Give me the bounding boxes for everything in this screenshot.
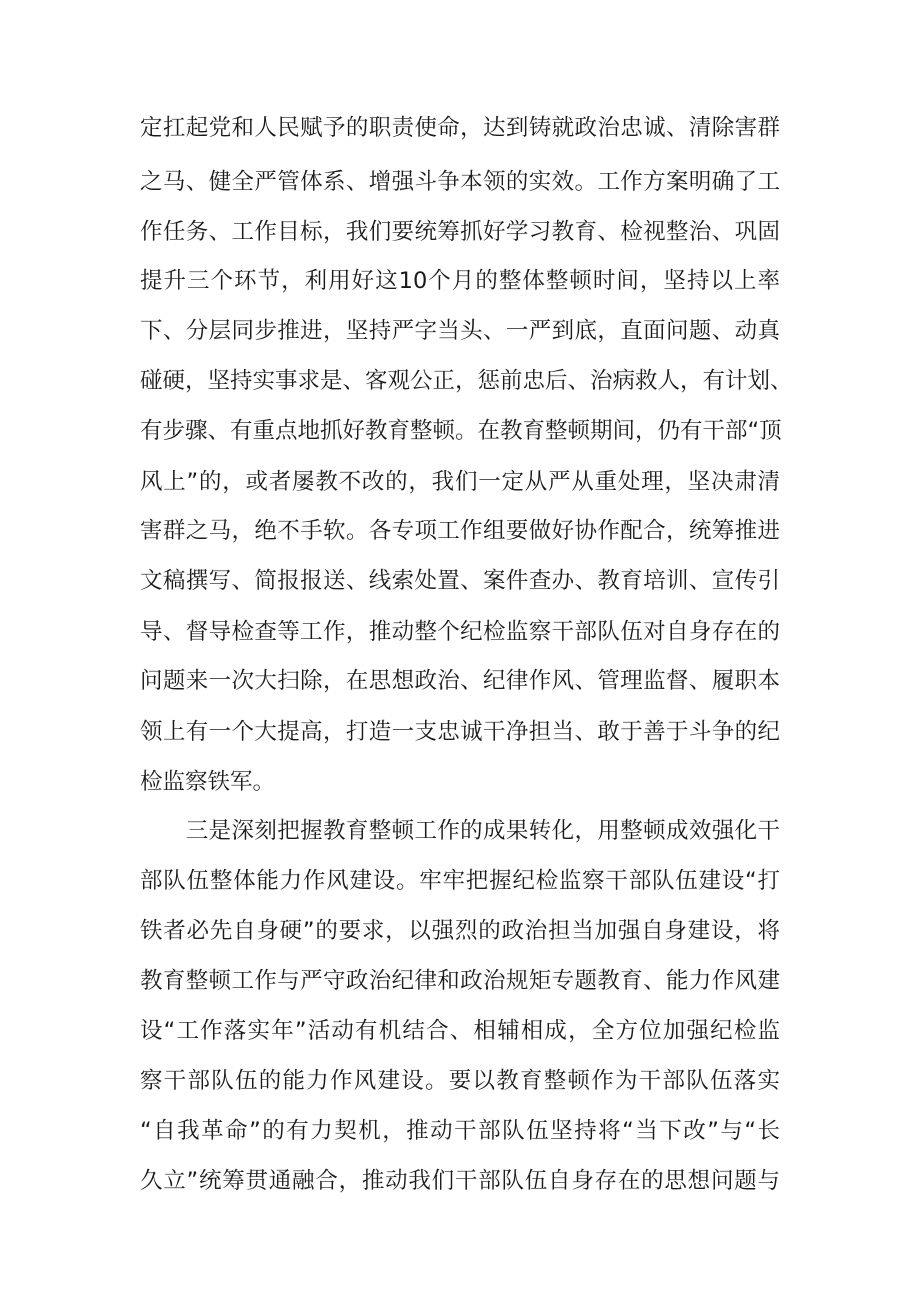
text-line: 部队伍整体能力作风建设。牢牢把握纪检监察干部队伍建设“打 bbox=[140, 868, 780, 894]
text-line: 之马、健全严管体系、增强斗争本领的实效。工作方案明确了工 bbox=[140, 169, 780, 195]
text-line: 下、分层同步推进，坚持严字当头、一严到底，直面问题、动真 bbox=[140, 318, 780, 344]
text-line: 作任务、工作目标，我们要统筹抓好学习教育、检视整治、巩固 bbox=[140, 219, 780, 245]
text-line: 碰硬，坚持实事求是、客观公正，惩前忠后、治病救人，有计划、 bbox=[140, 368, 793, 394]
text-line: 风上”的，或者屡教不改的，我们一定从严从重处理，坚决肃清 bbox=[140, 469, 780, 495]
text-line: 提升三个环节，利用好这10个月的整体整顿时间，坚持以上率 bbox=[140, 268, 780, 294]
text-line: 问题来一次大扫除，在思想政治、纪律作风、管理监督、履职本 bbox=[140, 668, 780, 694]
text-line: 有步骤、有重点地抓好教育整顿。在教育整顿期间，仍有干部“顶 bbox=[140, 418, 782, 444]
text-line: 教育整顿工作与严守政治纪律和政治规矩专题教育、能力作风建 bbox=[140, 968, 780, 994]
text-line: 导、督导检查等工作，推动整个纪检监察干部队伍对自身存在的 bbox=[140, 619, 780, 645]
text-line: 铁者必先自身硬”的要求，以强烈的政治担当加强自身建设，将 bbox=[140, 918, 780, 944]
text-line: 文稿撰写、简报报送、线索处置、案件查办、教育培训、宣传引 bbox=[140, 568, 780, 594]
text-line: 定扛起党和人民赋予的职责使命，达到铸就政治忠诚、清除害群 bbox=[140, 115, 780, 141]
text-line: “自我革命”的有力契机，推动干部队伍坚持将“当下改”与“长 bbox=[140, 1118, 780, 1144]
text-line: 察干部队伍的能力作风建设。要以教育整顿作为干部队伍落实 bbox=[140, 1068, 780, 1094]
text-line: 设“工作落实年”活动有机结合、相辅相成，全方位加强纪检监 bbox=[140, 1018, 780, 1044]
text-line: 检监察铁军。 bbox=[140, 769, 276, 795]
text-line: 害群之马，绝不手软。各专项工作组要做好协作配合，统筹推进 bbox=[140, 518, 780, 544]
text-line: 三是深刻把握教育整顿工作的成果转化，用整顿成效强化干 bbox=[140, 818, 780, 844]
text-line: 领上有一个大提高，打造一支忠诚干净担当、敢于善于斗争的纪 bbox=[140, 719, 780, 745]
text-line: 久立”统筹贯通融合，推动我们干部队伍自身存在的思想问题与 bbox=[140, 1168, 780, 1194]
